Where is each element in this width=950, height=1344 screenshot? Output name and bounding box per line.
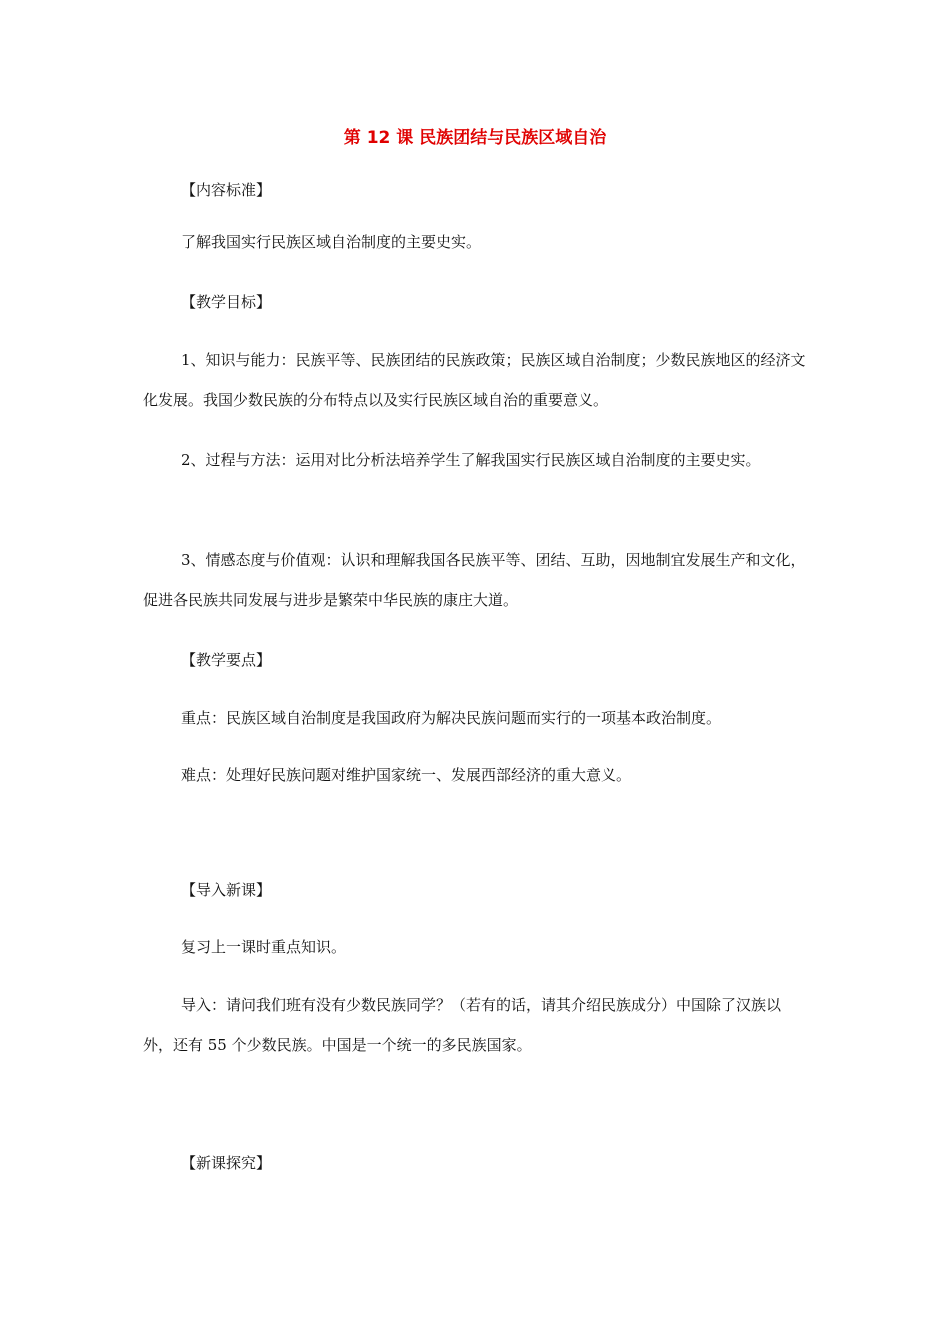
teaching-goal-item-2: 2、过程与方法：运用对比分析法培养学生了解我国实行民族区域自治制度的主要史实。 (181, 451, 761, 469)
content-standard-heading: 【内容标准】 (181, 181, 272, 199)
teaching-goals-heading: 【教学目标】 (181, 293, 272, 311)
key-point-focus: 重点：民族区域自治制度是我国政府为解决民族问题而实行的一项基本政治制度。 (181, 709, 722, 727)
key-points-heading: 【教学要点】 (181, 651, 272, 669)
key-point-difficulty: 难点：处理好民族问题对维护国家统一、发展西部经济的重大意义。 (181, 766, 632, 784)
content-standard-text: 了解我国实行民族区域自治制度的主要史实。 (181, 233, 482, 251)
introduction-lead-in: 导入：请问我们班有没有少数民族同学？（若有的话，请其介绍民族成分）中国除了汉族以外，还有 55 个少数民族。中国是一个统一的多民族国家。 (143, 996, 782, 1054)
new-lesson-heading: 【新课探究】 (181, 1154, 272, 1172)
document-title: 第 12 课 民族团结与民族区域自治 (343, 128, 607, 148)
teaching-goal-item-3: 3、情感态度与价值观：认识和理解我国各民族平等、团结、互助，因地制宜发展生产和文化，促进各民族共同发展与进步是繁荣中华民族的康庄大道。 (143, 551, 806, 609)
introduction-heading: 【导入新课】 (181, 881, 272, 899)
introduction-review: 复习上一课时重点知识。 (181, 938, 347, 956)
teaching-goal-item-1: 1、知识与能力：民族平等、民族团结的民族政策；民族区域自治制度；少数民族地区的经济文化发展。我国少数民族的分布特点以及实行民族区域自治的重要意义。 (143, 351, 806, 409)
